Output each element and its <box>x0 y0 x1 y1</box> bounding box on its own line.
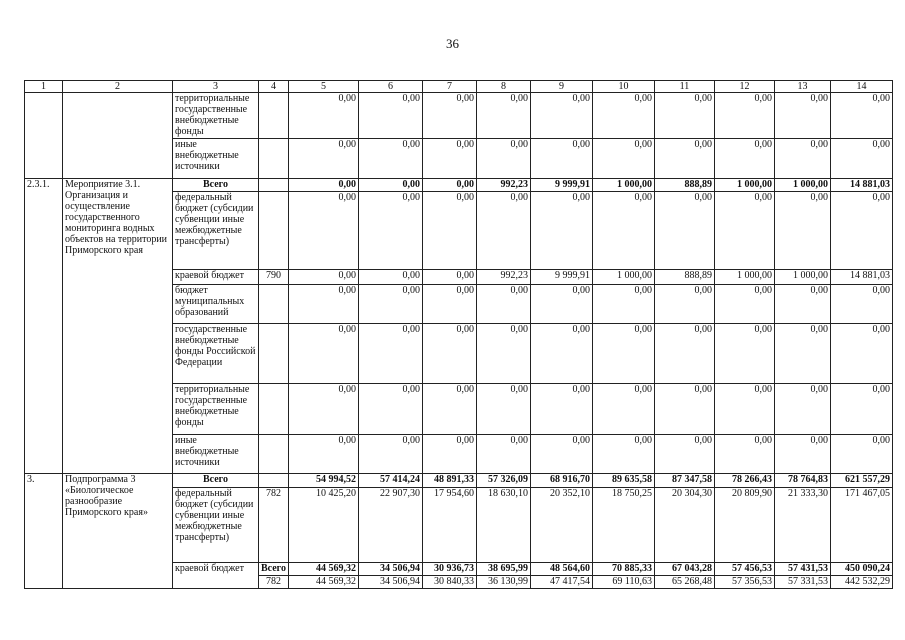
value-cell: 14 881,03 <box>831 270 893 285</box>
value-cell: 0,00 <box>831 285 893 324</box>
funding-source: федеральный бюджет (субсидии субвенции иные межбюджетные трансферты) <box>173 488 259 563</box>
value-cell: 0,00 <box>289 270 359 285</box>
value-cell: 0,00 <box>715 324 775 384</box>
value-cell: 44 569,32 <box>289 576 359 589</box>
value-cell: 0,00 <box>289 324 359 384</box>
funding-source: федеральный бюджет (субсидии субвенции иные межбюджетные трансферты) <box>173 192 259 270</box>
value-cell: 36 130,99 <box>477 576 531 589</box>
value-cell: 57 431,53 <box>775 563 831 576</box>
value-cell: 10 425,20 <box>289 488 359 563</box>
header-cell: 2 <box>63 81 173 93</box>
value-cell: 0,00 <box>715 384 775 435</box>
value-cell: 0,00 <box>289 384 359 435</box>
code-cell: Всего <box>259 563 289 576</box>
value-cell: 0,00 <box>531 384 593 435</box>
value-cell: 38 695,99 <box>477 563 531 576</box>
value-cell: 0,00 <box>423 179 477 192</box>
value-cell: 22 907,30 <box>359 488 423 563</box>
header-cell: 7 <box>423 81 477 93</box>
code-cell <box>259 384 289 435</box>
value-cell: 20 304,30 <box>655 488 715 563</box>
code-cell <box>259 93 289 139</box>
value-cell: 1 000,00 <box>593 179 655 192</box>
value-cell: 47 417,54 <box>531 576 593 589</box>
value-cell: 992,23 <box>477 179 531 192</box>
value-cell: 0,00 <box>359 179 423 192</box>
value-cell: 34 506,94 <box>359 576 423 589</box>
value-cell: 0,00 <box>593 192 655 270</box>
value-cell: 450 090,24 <box>831 563 893 576</box>
value-cell: 0,00 <box>477 139 531 179</box>
value-cell: 0,00 <box>477 192 531 270</box>
code-cell <box>259 474 289 488</box>
funding-source: краевой бюджет <box>173 270 259 285</box>
value-cell: 442 532,29 <box>831 576 893 589</box>
value-cell: 0,00 <box>593 384 655 435</box>
value-cell: 0,00 <box>289 139 359 179</box>
value-cell: 0,00 <box>289 192 359 270</box>
funding-source: территориальные государственные внебюджетные фонды <box>173 384 259 435</box>
header-cell: 13 <box>775 81 831 93</box>
header-cell: 3 <box>173 81 259 93</box>
value-cell: 0,00 <box>423 192 477 270</box>
header-cell: 11 <box>655 81 715 93</box>
value-cell: 0,00 <box>775 384 831 435</box>
funding-source: иные внебюджетные источники <box>173 139 259 179</box>
value-cell: 0,00 <box>715 435 775 474</box>
value-cell: 0,00 <box>775 324 831 384</box>
value-cell: 0,00 <box>831 93 893 139</box>
value-cell: 69 110,63 <box>593 576 655 589</box>
value-cell: 9 999,91 <box>531 270 593 285</box>
funding-source: Всего <box>173 179 259 192</box>
value-cell: 70 885,33 <box>593 563 655 576</box>
value-cell: 0,00 <box>359 93 423 139</box>
value-cell: 30 936,73 <box>423 563 477 576</box>
value-cell: 0,00 <box>593 435 655 474</box>
value-cell: 0,00 <box>359 139 423 179</box>
header-cell: 14 <box>831 81 893 93</box>
value-cell: 67 043,28 <box>655 563 715 576</box>
value-cell: 0,00 <box>831 435 893 474</box>
value-cell: 0,00 <box>593 285 655 324</box>
value-cell: 0,00 <box>593 139 655 179</box>
header-cell: 12 <box>715 81 775 93</box>
value-cell: 0,00 <box>423 435 477 474</box>
table-row <box>25 474 893 488</box>
value-cell: 1 000,00 <box>775 270 831 285</box>
value-cell: 0,00 <box>655 93 715 139</box>
item-number: 2.3.1. <box>25 179 63 474</box>
value-cell: 54 994,52 <box>289 474 359 488</box>
value-cell: 0,00 <box>715 192 775 270</box>
value-cell: 0,00 <box>359 192 423 270</box>
funding-source: иные внебюджетные источники <box>173 435 259 474</box>
value-cell: 1 000,00 <box>715 270 775 285</box>
value-cell: 57 326,09 <box>477 474 531 488</box>
value-cell: 0,00 <box>423 384 477 435</box>
value-cell: 0,00 <box>289 93 359 139</box>
value-cell: 0,00 <box>655 384 715 435</box>
value-cell: 57 456,53 <box>715 563 775 576</box>
value-cell: 0,00 <box>531 324 593 384</box>
value-cell: 0,00 <box>775 93 831 139</box>
value-cell: 0,00 <box>715 139 775 179</box>
code-cell: 790 <box>259 270 289 285</box>
value-cell: 0,00 <box>477 384 531 435</box>
code-cell <box>259 285 289 324</box>
value-cell: 0,00 <box>477 285 531 324</box>
value-cell: 0,00 <box>775 139 831 179</box>
header-cell: 6 <box>359 81 423 93</box>
value-cell: 0,00 <box>655 139 715 179</box>
funding-source: государственные внебюджетные фонды Российской Федерации <box>173 324 259 384</box>
header-cell: 10 <box>593 81 655 93</box>
value-cell: 1 000,00 <box>775 179 831 192</box>
value-cell: 34 506,94 <box>359 563 423 576</box>
header-cell: 9 <box>531 81 593 93</box>
funding-source: бюджет муниципальных образований <box>173 285 259 324</box>
code-cell <box>259 179 289 192</box>
value-cell: 20 352,10 <box>531 488 593 563</box>
value-cell: 9 999,91 <box>531 179 593 192</box>
value-cell: 0,00 <box>289 435 359 474</box>
table-row <box>25 93 893 139</box>
value-cell: 89 635,58 <box>593 474 655 488</box>
value-cell: 0,00 <box>359 324 423 384</box>
code-cell <box>259 435 289 474</box>
value-cell: 621 557,29 <box>831 474 893 488</box>
value-cell: 44 569,32 <box>289 563 359 576</box>
value-cell: 0,00 <box>359 270 423 285</box>
value-cell: 992,23 <box>477 270 531 285</box>
value-cell: 0,00 <box>715 285 775 324</box>
value-cell: 0,00 <box>775 285 831 324</box>
value-cell: 0,00 <box>423 93 477 139</box>
value-cell: 0,00 <box>531 435 593 474</box>
value-cell: 0,00 <box>359 384 423 435</box>
funding-source: территориальные государственные внебюджетные фонды <box>173 93 259 139</box>
value-cell: 20 809,90 <box>715 488 775 563</box>
item-number <box>25 93 63 179</box>
value-cell: 0,00 <box>359 285 423 324</box>
header-cell: 8 <box>477 81 531 93</box>
value-cell: 0,00 <box>655 285 715 324</box>
value-cell: 1 000,00 <box>593 270 655 285</box>
value-cell: 0,00 <box>593 93 655 139</box>
value-cell: 0,00 <box>531 285 593 324</box>
funding-source: краевой бюджет <box>173 563 259 589</box>
value-cell: 0,00 <box>831 324 893 384</box>
value-cell: 0,00 <box>775 192 831 270</box>
code-cell <box>259 324 289 384</box>
value-cell: 171 467,05 <box>831 488 893 563</box>
value-cell: 0,00 <box>715 93 775 139</box>
value-cell: 0,00 <box>655 435 715 474</box>
value-cell: 57 331,53 <box>775 576 831 589</box>
value-cell: 48 891,33 <box>423 474 477 488</box>
funding-source: Всего <box>173 474 259 488</box>
value-cell: 78 266,43 <box>715 474 775 488</box>
value-cell: 87 347,58 <box>655 474 715 488</box>
value-cell: 0,00 <box>655 192 715 270</box>
header-cell: 5 <box>289 81 359 93</box>
value-cell: 888,89 <box>655 179 715 192</box>
value-cell: 0,00 <box>423 270 477 285</box>
header-cell: 4 <box>259 81 289 93</box>
value-cell: 18 630,10 <box>477 488 531 563</box>
value-cell: 0,00 <box>423 324 477 384</box>
item-number: 3. <box>25 474 63 589</box>
item-name: Подпрограмма 3 «Биологическое разнообразие Приморского края» <box>63 474 173 589</box>
code-cell <box>259 139 289 179</box>
value-cell: 0,00 <box>655 324 715 384</box>
item-name <box>63 93 173 179</box>
header-cell: 1 <box>25 81 63 93</box>
value-cell: 57 356,53 <box>715 576 775 589</box>
value-cell: 0,00 <box>477 93 531 139</box>
value-cell: 14 881,03 <box>831 179 893 192</box>
value-cell: 0,00 <box>477 435 531 474</box>
code-cell: 782 <box>259 488 289 563</box>
table-row <box>25 179 893 192</box>
value-cell: 65 268,48 <box>655 576 715 589</box>
value-cell: 0,00 <box>831 192 893 270</box>
item-name: Мероприятие 3.1. Организация и осуществление государственного мониторинга водных объектов на территории Приморского края <box>63 179 173 474</box>
value-cell: 0,00 <box>359 435 423 474</box>
code-cell <box>259 192 289 270</box>
value-cell: 0,00 <box>423 139 477 179</box>
value-cell: 0,00 <box>531 93 593 139</box>
page-number: 36 <box>446 36 459 51</box>
value-cell: 888,89 <box>655 270 715 285</box>
value-cell: 0,00 <box>423 285 477 324</box>
budget-table <box>24 80 893 589</box>
value-cell: 1 000,00 <box>715 179 775 192</box>
value-cell: 0,00 <box>593 324 655 384</box>
value-cell: 0,00 <box>531 139 593 179</box>
code-cell: 782 <box>259 576 289 589</box>
value-cell: 18 750,25 <box>593 488 655 563</box>
value-cell: 0,00 <box>531 192 593 270</box>
value-cell: 0,00 <box>289 179 359 192</box>
value-cell: 0,00 <box>289 285 359 324</box>
value-cell: 0,00 <box>477 324 531 384</box>
value-cell: 48 564,60 <box>531 563 593 576</box>
value-cell: 30 840,33 <box>423 576 477 589</box>
value-cell: 68 916,70 <box>531 474 593 488</box>
value-cell: 0,00 <box>831 384 893 435</box>
value-cell: 0,00 <box>831 139 893 179</box>
header-row <box>25 81 893 93</box>
value-cell: 17 954,60 <box>423 488 477 563</box>
value-cell: 57 414,24 <box>359 474 423 488</box>
value-cell: 21 333,30 <box>775 488 831 563</box>
value-cell: 0,00 <box>775 435 831 474</box>
value-cell: 78 764,83 <box>775 474 831 488</box>
